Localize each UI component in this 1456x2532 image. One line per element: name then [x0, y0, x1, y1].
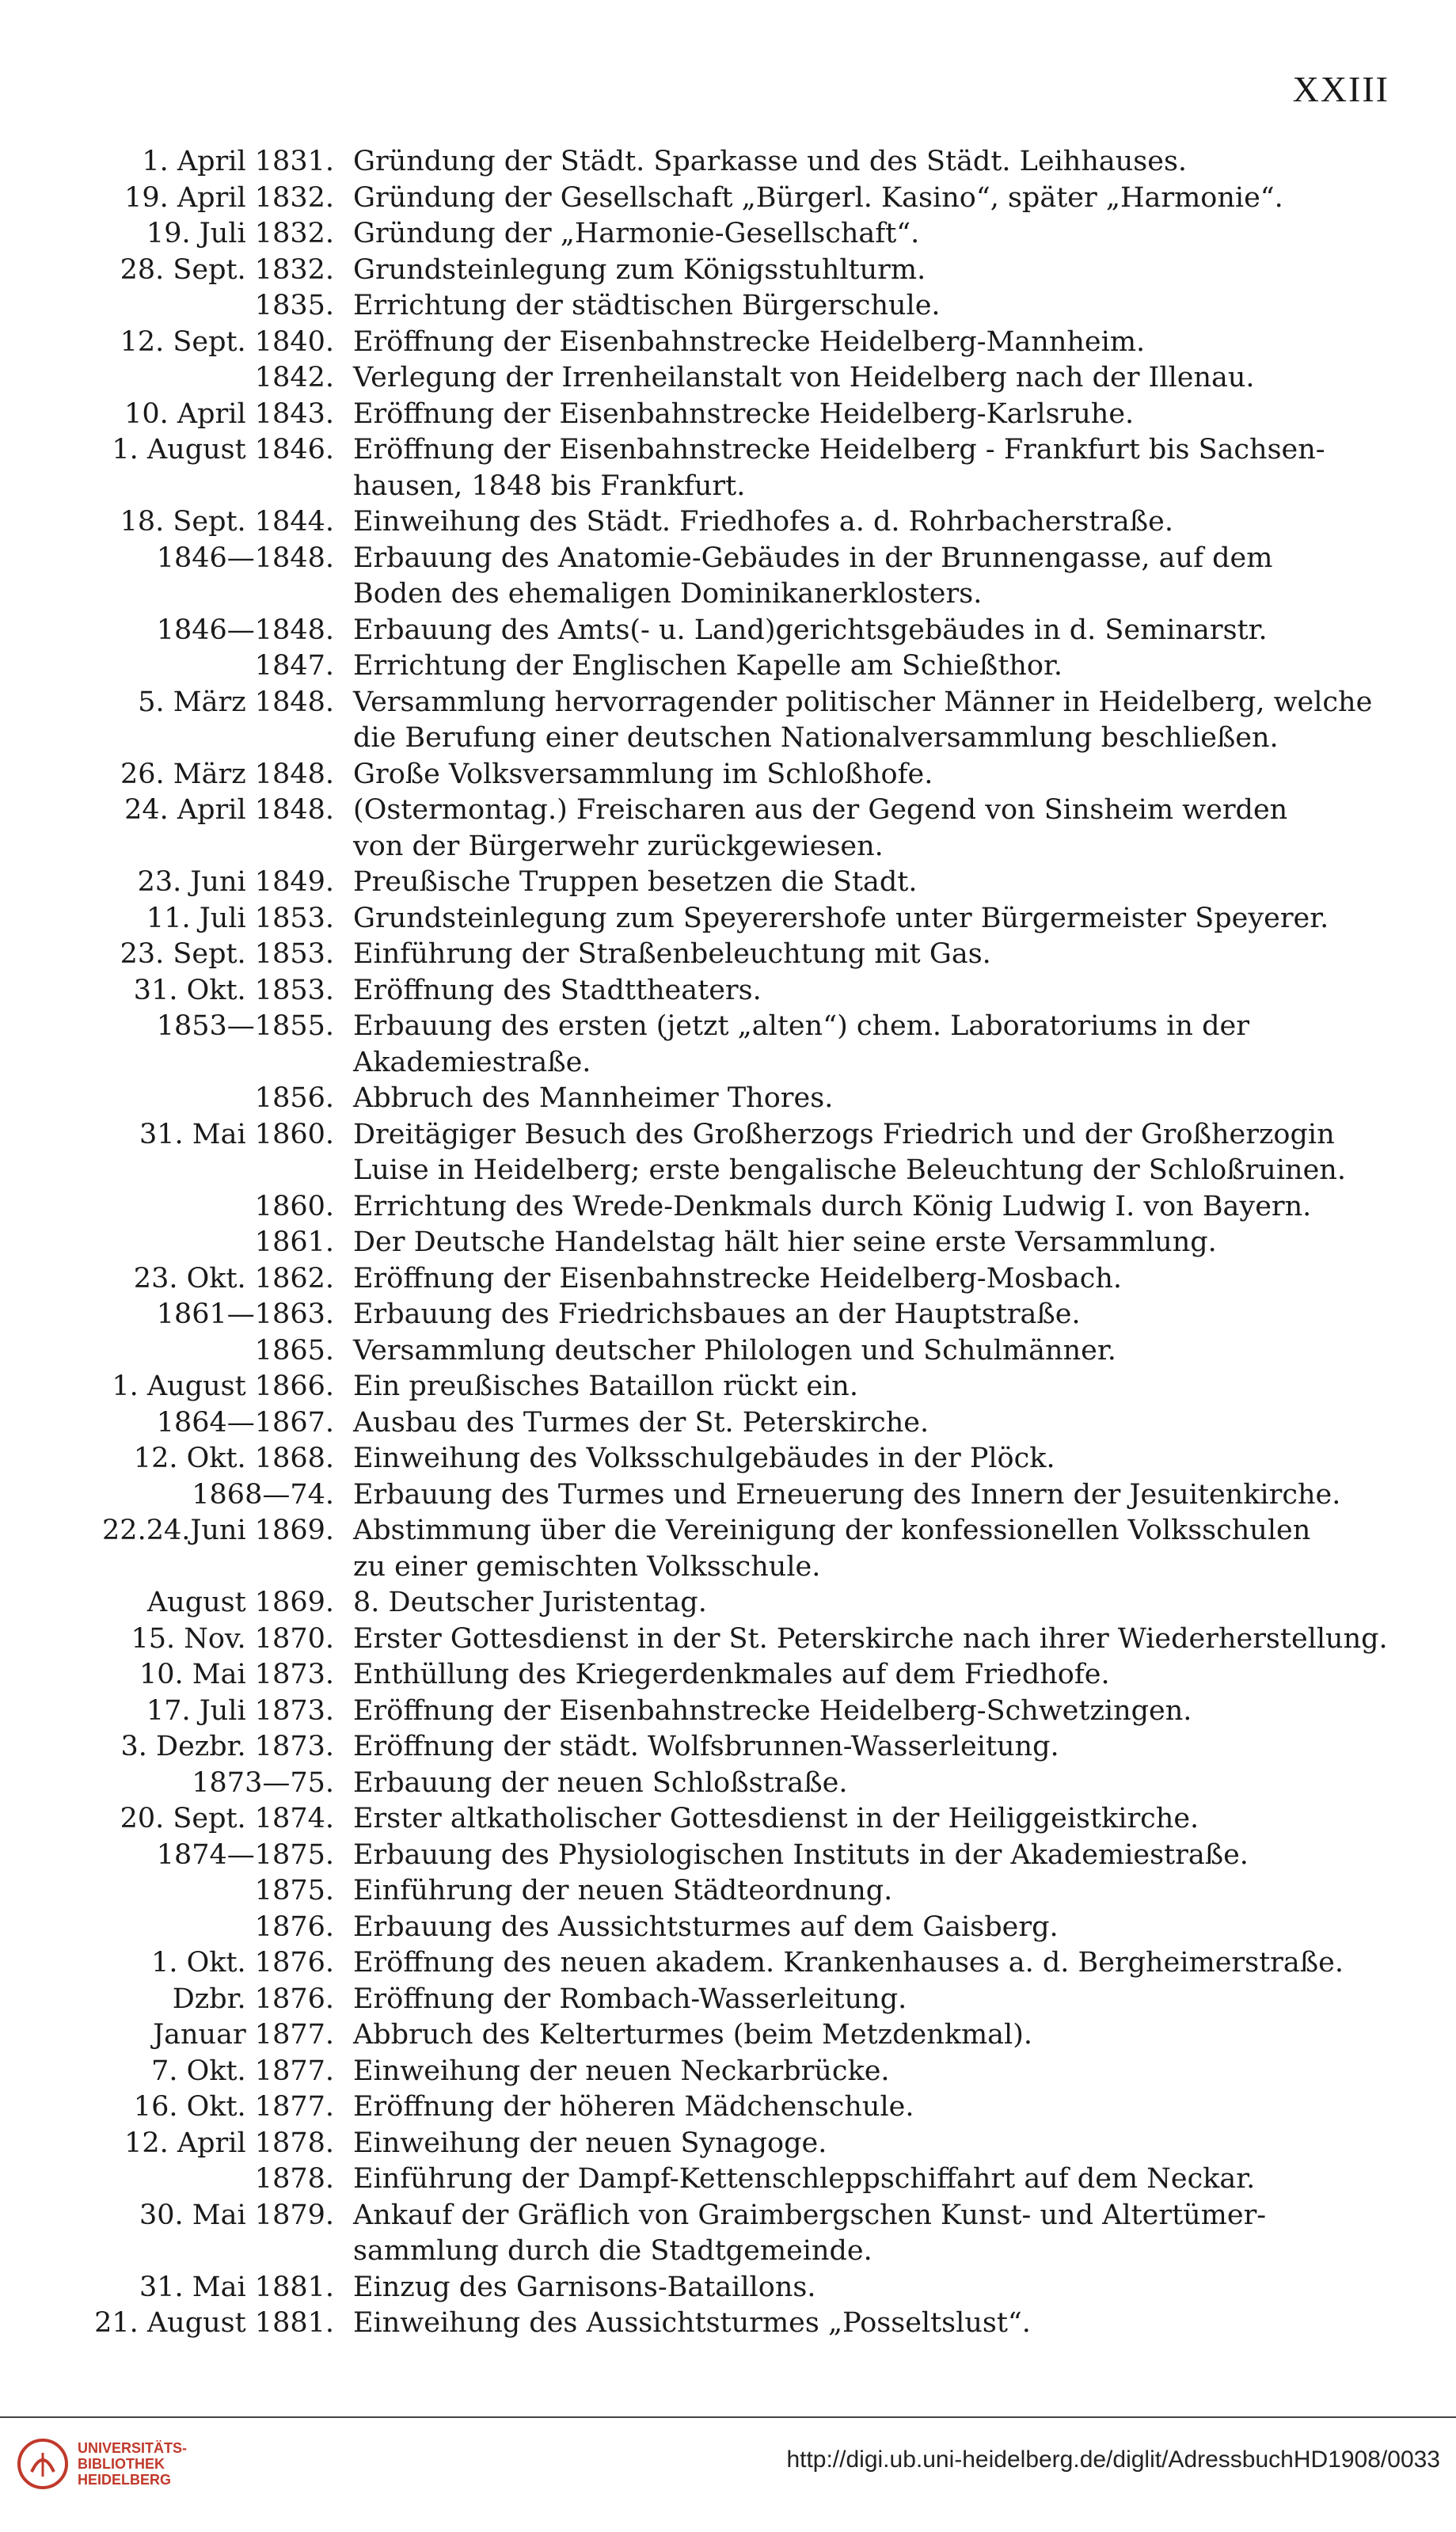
chronology-entry: [73, 397, 1403, 433]
library-logo-text: [78, 2440, 187, 2488]
chronology-entry: [73, 648, 1403, 685]
chronology-entry: [73, 181, 1403, 217]
entry-date: 23. Okt. 1862.: [133, 1262, 334, 1295]
chronology-entry: [73, 432, 1403, 469]
chronology-entry: [73, 2161, 1403, 2198]
entry-text: Einzug des Garnisons-Bataillons.: [353, 2271, 816, 2303]
chronology-entry: [73, 1369, 1403, 1405]
entry-date: 1864—1867.: [156, 1406, 334, 1439]
entry-date: 12. Sept. 1840.: [120, 325, 334, 358]
entry-date: 10. Mai 1873.: [139, 1659, 334, 1690]
chronology-entry: [73, 1117, 1403, 1154]
chronology-entry: [73, 144, 1403, 181]
chronology-entry: [73, 2089, 1403, 2126]
entry-date: 1861—1863.: [156, 1298, 334, 1330]
chronology-entry: [73, 2054, 1403, 2090]
entry-text: zu einer gemischten Volksschule.: [353, 1550, 821, 1583]
entry-date: 1842.: [254, 362, 334, 393]
entry-date: 1873—75.: [192, 1766, 334, 1799]
entry-text: Abbruch des Kelterturmes (beim Metzdenkmal).: [353, 2019, 1033, 2051]
entry-date: 23. Juni 1849.: [137, 866, 334, 898]
entry-date: 22.24.Juni 1869.: [102, 1515, 334, 1546]
entry-date: 31. Okt. 1853.: [133, 974, 334, 1006]
entry-text: Eröffnung des neuen akadem. Krankenhauses a. d. Bergheimerstraße.: [353, 1947, 1344, 1979]
entry-text: hausen, 1848 bis Frankfurt.: [353, 470, 746, 502]
entry-text: Dreitägiger Besuch des Großherzogs Friedrich und der Großherzogin: [353, 1118, 1335, 1150]
entry-text: Luise in Heidelberg; erste bengalische Beleuchtung der Schloßruinen.: [353, 1154, 1346, 1186]
chronology-entry: [73, 1477, 1403, 1514]
chronology-entry: [73, 541, 1403, 577]
entry-date: 26. März 1848.: [120, 758, 334, 790]
entry-date: 3. Dezbr. 1873.: [120, 1731, 334, 1762]
entry-text: von der Bürgerwehr zurückgewiesen.: [353, 830, 884, 862]
chronology-entry: [73, 2270, 1403, 2306]
entry-date: 1835.: [254, 290, 334, 321]
entry-text: Eröffnung der Eisenbahnstrecke Heidelberg - Frankfurt bis Sachsen-: [353, 434, 1325, 466]
chronology-entry: [73, 720, 1403, 757]
entry-date: 7. Okt. 1877.: [151, 2055, 334, 2087]
entry-text: Eröffnung der Rombach-Wasserleitung.: [353, 1983, 907, 2015]
chronology-entry: [73, 253, 1403, 289]
chronology-entry: [73, 576, 1403, 613]
chronology-entry: [73, 504, 1403, 541]
entry-text: Erster altkatholischer Gottesdienst in der Heiliggeistkirche.: [353, 1803, 1199, 1834]
entry-date: Dzbr. 1876.: [172, 1983, 334, 2015]
entry-text: Enthüllung des Kriegerdenkmales auf dem Friedhofe.: [353, 1659, 1110, 1690]
page-number: XXIII: [1292, 69, 1389, 109]
entry-text: Einweihung des Aussichtsturmes „Posseltslust“.: [353, 2307, 1031, 2339]
chronology-entry: [73, 937, 1403, 973]
chronology-entry: [73, 829, 1403, 865]
chronology-entry: [73, 2126, 1403, 2162]
chronology-entry: [73, 288, 1403, 325]
entry-text: sammlung durch die Stadtgemeinde.: [353, 2235, 872, 2267]
entry-text: Errichtung der Englischen Kapelle am Schießthor.: [353, 650, 1063, 682]
entry-text: Gründung der Gesellschaft „Bürgerl. Kasino“, später „Harmonie“.: [353, 181, 1283, 214]
chronology-entry: [73, 865, 1403, 901]
chronology-entry: [73, 1045, 1403, 1082]
entry-date: 1853—1855.: [156, 1010, 334, 1042]
entry-date: 1. August 1846.: [112, 434, 334, 466]
chronology-entry: [73, 1297, 1403, 1333]
chronology-entry: [73, 1153, 1403, 1189]
chronology-entry: [73, 2017, 1403, 2054]
entry-date: 10. April 1843.: [124, 397, 334, 430]
entry-text: Erbauung des Anatomie-Gebäudes in der Brunnengasse, auf dem: [353, 542, 1273, 574]
entry-date: 21. August 1881.: [94, 2307, 334, 2339]
entry-text: Grundsteinlegung zum Königsstuhlturm.: [353, 253, 926, 286]
entry-text: Errichtung des Wrede-Denkmals durch König Ludwig I. von Bayern.: [353, 1190, 1312, 1222]
chronology-entry: [73, 1513, 1403, 1549]
chronology-entry: [73, 1261, 1403, 1298]
entry-date: Januar 1877.: [153, 2019, 334, 2051]
entry-text: Ausbau des Turmes der St. Peterskirche.: [353, 1406, 929, 1439]
entry-text: Erbauung der neuen Schloßstraße.: [353, 1766, 848, 1799]
entry-date: 1878.: [254, 2163, 334, 2195]
entry-text: Erbauung des Aussichtsturmes auf dem Gaisberg.: [353, 1910, 1059, 1943]
entry-text: Ein preußisches Bataillon rückt ein.: [353, 1371, 858, 1402]
chronology-entry: [73, 901, 1403, 937]
entry-text: Einführung der Dampf-Kettenschleppschiffahrt auf dem Neckar.: [353, 2163, 1256, 2195]
entry-text: Grundsteinlegung zum Speyerershofe unter Bürgermeister Speyerer.: [353, 902, 1329, 934]
chronology-entry: [73, 613, 1403, 649]
entry-text: Gründung der Städt. Sparkasse und des Städt. Leihhauses.: [353, 146, 1188, 177]
entry-text: Einweihung des Volksschulgebäudes in der Plöck.: [353, 1443, 1055, 1474]
entry-text: Große Volksversammlung im Schloßhofe.: [353, 758, 933, 790]
chronology-entry: [73, 1694, 1403, 1730]
chronology-entry: [73, 1549, 1403, 1586]
chronology-entry: [73, 1081, 1403, 1117]
entry-text: Der Deutsche Handelstag hält hier seine erste Versammlung.: [353, 1226, 1217, 1258]
entry-date: 12. April 1878.: [124, 2127, 334, 2159]
chronology-entry: [73, 2234, 1403, 2270]
chronology-entry: [73, 1225, 1403, 1261]
entry-date: 11. Juli 1853.: [146, 902, 334, 934]
entry-text: 8. Deutscher Juristentag.: [353, 1587, 707, 1618]
chronology-entry: [73, 469, 1403, 505]
chronology-entry: [73, 1801, 1403, 1838]
entry-date: 1875.: [254, 1875, 334, 1907]
entry-text: Erbauung des Amts(- u. Land)gerichtsgebäudes in d. Seminarstr.: [353, 614, 1268, 646]
chronology-entry: [73, 2198, 1403, 2234]
entry-date: 31. Mai 1881.: [139, 2271, 334, 2303]
entry-date: 20. Sept. 1874.: [120, 1803, 334, 1834]
entry-date: 18. Sept. 1844.: [120, 506, 334, 538]
entry-text: Eröffnung des Stadttheaters.: [353, 974, 762, 1006]
entry-text: Abstimmung über die Vereinigung der konfessionellen Volksschulen: [353, 1515, 1311, 1546]
chronology-entry: [73, 360, 1403, 397]
entry-date: 1865.: [254, 1334, 334, 1367]
chronology-entry: [73, 216, 1403, 253]
entry-text: Preußische Truppen besetzen die Stadt.: [353, 866, 918, 898]
entry-date: 1846—1848.: [156, 542, 334, 574]
entry-text: Eröffnung der städt. Wolfsbrunnen-Wasserleitung.: [353, 1731, 1059, 1762]
entry-text: Eröffnung der Eisenbahnstrecke Heidelberg-Karlsruhe.: [353, 397, 1135, 430]
chronology-entry: [73, 1873, 1403, 1910]
entry-text: Versammlung hervorragender politischer Männer in Heidelberg, welche: [353, 686, 1373, 718]
entry-text: Erbauung des ersten (jetzt „alten“) chem. Laboratoriums in der: [353, 1010, 1249, 1042]
entry-date: 1. April 1831.: [142, 146, 334, 177]
entry-text: Akademiestraße.: [353, 1046, 591, 1078]
logo-line-3: HEIDELBERG: [78, 2472, 172, 2488]
chronology-entry: [73, 1945, 1403, 1982]
entry-text: Versammlung deutscher Philologen und Schulmänner.: [353, 1334, 1116, 1367]
entry-date: 30. Mai 1879.: [139, 2199, 334, 2231]
entry-text: Eröffnung der Eisenbahnstrecke Heidelberg-Mosbach.: [353, 1262, 1123, 1295]
entry-date: 1. August 1866.: [112, 1371, 334, 1402]
chronology-entry: [73, 793, 1403, 829]
entry-date: 1876.: [254, 1910, 334, 1943]
entry-text: Einführung der Straßenbeleuchtung mit Gas.: [353, 938, 991, 970]
entry-text: Einweihung der neuen Neckarbrücke.: [353, 2055, 890, 2087]
logo-line-1: UNIVERSITÄTS-: [78, 2440, 188, 2456]
chronology-entry: [73, 1982, 1403, 2018]
entry-text: Erbauung des Turmes und Erneuerung des Innern der Jesuitenkirche.: [353, 1478, 1341, 1511]
library-logo[interactable]: [16, 2437, 187, 2491]
library-seal-icon: [16, 2437, 70, 2491]
entry-date: 1874—1875.: [156, 1838, 334, 1871]
entry-date: 17. Juli 1873.: [146, 1694, 334, 1727]
source-url-link[interactable]: http://digi.ub.uni-heidelberg.de/diglit/AdressbuchHD1908/0033: [786, 2446, 1440, 2473]
entry-text: Erbauung des Friedrichsbaues an der Hauptstraße.: [353, 1298, 1081, 1330]
chronology-entry: [73, 685, 1403, 721]
entry-date: 1861.: [254, 1226, 334, 1258]
chronology-entry: [73, 325, 1403, 361]
entry-text: Ankauf der Gräflich von Graimbergschen Kunst- und Altertümer-: [353, 2199, 1267, 2231]
footer-divider: [0, 2416, 1456, 2418]
entry-date: 12. Okt. 1868.: [133, 1443, 334, 1474]
entry-date: August 1869.: [146, 1587, 334, 1618]
chronology-entry: [73, 2306, 1403, 2342]
chronology-entry: [73, 1333, 1403, 1370]
logo-line-2: BIBLIOTHEK: [78, 2456, 165, 2472]
entry-text: Eröffnung der Eisenbahnstrecke Heidelberg-Schwetzingen.: [353, 1694, 1192, 1727]
entry-date: 5. März 1848.: [138, 686, 334, 718]
chronology-entry: [73, 1405, 1403, 1442]
chronology-entry: [73, 757, 1403, 793]
chronology-entry: [73, 1441, 1403, 1477]
entry-text: Einweihung des Städt. Friedhofes a. d. Rohrbacherstraße.: [353, 506, 1174, 538]
entry-date: 24. April 1848.: [124, 794, 334, 826]
entry-date: 1846—1848.: [156, 614, 334, 646]
chronology-entry: [73, 1838, 1403, 1874]
chronology-entry: [73, 1657, 1403, 1694]
chronology-entry: [73, 1585, 1403, 1621]
entry-date: 1868—74.: [192, 1478, 334, 1511]
entry-date: 19. Juli 1832.: [146, 218, 334, 249]
entry-text: Eröffnung der Eisenbahnstrecke Heidelberg-Mannheim.: [353, 325, 1146, 358]
entry-text: Einführung der neuen Städteordnung.: [353, 1875, 893, 1907]
entry-text: Erster Gottesdienst in der St. Peterskirche nach ihrer Wiederherstellung.: [353, 1622, 1388, 1655]
chronology-entry: [73, 1766, 1403, 1802]
entry-date: 1847.: [254, 650, 334, 682]
chronology-entry: [73, 973, 1403, 1009]
entry-date: 19. April 1832.: [124, 181, 334, 214]
entry-text: die Berufung einer deutschen Nationalversammlung beschließen.: [353, 722, 1279, 754]
entry-text: Verlegung der Irrenheilanstalt von Heidelberg nach der Illenau.: [353, 362, 1255, 393]
chronology-list: [73, 144, 1403, 2342]
entry-text: Einweihung der neuen Synagoge.: [353, 2127, 827, 2159]
entry-date: 31. Mai 1860.: [139, 1118, 334, 1150]
chronology-entry: [73, 1621, 1403, 1658]
entry-date: 1860.: [254, 1190, 334, 1222]
entry-date: 15. Nov. 1870.: [131, 1622, 334, 1655]
chronology-entry: [73, 1009, 1403, 1045]
chronology-entry: [73, 1729, 1403, 1766]
entry-date: 16. Okt. 1877.: [133, 2091, 334, 2123]
entry-date: 1856.: [254, 1082, 334, 1114]
entry-text: (Ostermontag.) Freischaren aus der Gegend von Sinsheim werden: [353, 794, 1288, 826]
entry-date: 1. Okt. 1876.: [151, 1947, 334, 1979]
entry-date: 23. Sept. 1853.: [120, 938, 334, 970]
entry-text: Boden des ehemaligen Dominikanerklosters.: [353, 578, 983, 610]
entry-text: Erbauung des Physiologischen Instituts in der Akademiestraße.: [353, 1838, 1249, 1871]
entry-text: Eröffnung der höheren Mädchenschule.: [353, 2091, 914, 2123]
entry-text: Abbruch des Mannheimer Thores.: [353, 1082, 834, 1114]
entry-date: 28. Sept. 1832.: [120, 253, 334, 286]
entry-text: Errichtung der städtischen Bürgerschule.: [353, 290, 941, 321]
chronology-entry: [73, 1910, 1403, 1946]
chronology-entry: [73, 1189, 1403, 1226]
entry-text: Gründung der „Harmonie-Gesellschaft“.: [353, 218, 920, 249]
